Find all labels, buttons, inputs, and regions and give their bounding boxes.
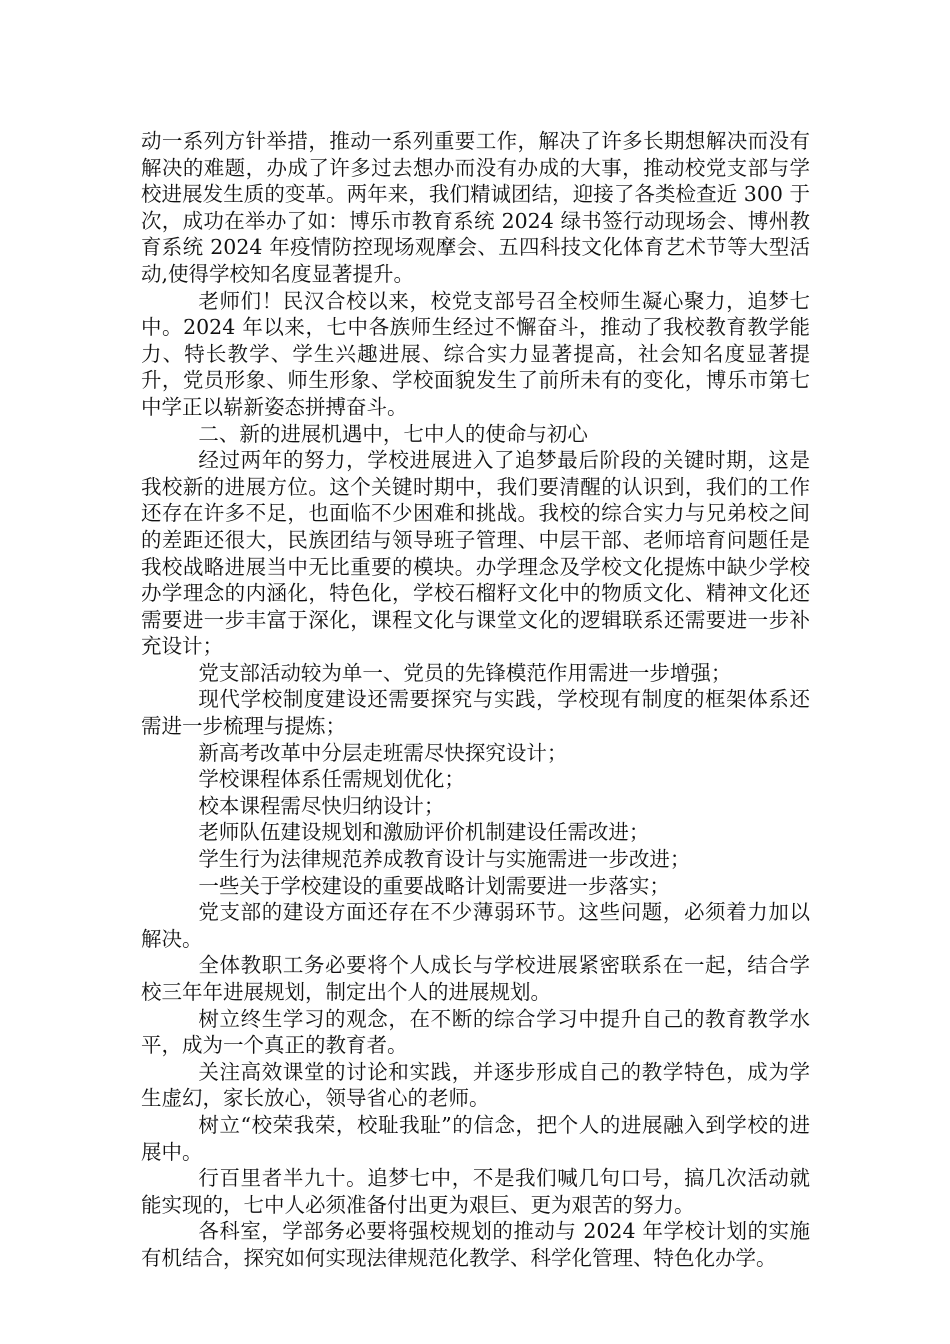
list-item: 老师队伍建设规划和激励评价机制建设任需改进； <box>198 820 650 845</box>
list-item: 党支部的建设方面还存在不少薄弱环节。这些问题，必须着力加以解决。 <box>141 900 810 951</box>
paragraph: 经过两年的努力，学校进展进入了追梦最后阶段的关键时期，这是我校新的进展方位。这个关键时期中，我们要清醒的认识到，我们的工作还存在许多不足，也面临不少困难和挑战。我校的综合实力与兄弟校之间的差距还很大，民族团结与领导班子管理、中层干部、老师培育问题任是我校战略进展当中无比重要的模块。办学理念及学校文化提炼中缺少学校办学理念的内涵化，特色化，学校石榴籽文化中的物质文化、精神文化还需要进一步丰富于深化，课程文化与课堂文化的逻辑联系还需要进一步补充设计； <box>141 448 810 659</box>
section-heading: 二、新的进展机遇中，七中人的使命与初心 <box>198 421 588 446</box>
list-item: 现代学校制度建设还需要探究与实践，学校现有制度的框架体系还需进一步梳理与提炼； <box>141 687 810 739</box>
paragraph: 老师们！民汉合校以来，校党支部号召全校师生凝心聚力，追梦七中。2024 年以来，七中各族师生经过不懈奋斗，推动了我校教育教学能力、特长教学、学生兴趣进展、综合实力显著提高，社会知名度显著提升，党员形象、师生形象、学校面貌发生了前所未有的变化，博乐市第七中学正以崭新姿态拼搏奋斗。 <box>141 288 810 419</box>
list-item: 学校课程体系任需规划优化； <box>198 767 465 792</box>
document-body <box>141 128 810 1272</box>
paragraph-continuation: 动一系列方针举措，推动一系列重要工作，解决了许多长期想解决而没有解决的难题，办成了许多过去想办而没有办成的大事，推动校党支部与学校进展发生质的变革。两年来，我们精诚团结，迎接了各类检查近 300 于次，成功在举办了如：博乐市教育系统 2024 绿书签行动现场会、博州教育系统 2024 年疫情防控现场观摩会、五四科技文化体育艺术节等大型活动,使得学校知名度显著提升。 <box>141 129 810 286</box>
list-item: 学生行为法律规范养成教育设计与实施需进一步改进； <box>198 847 691 872</box>
list-item: 校本课程需尽快归纳设计； <box>198 793 445 818</box>
paragraph: 行百里者半九十。追梦七中，不是我们喊几句口号，搞几次活动就能实现的，七中人必须准备付出更为艰巨、更为艰苦的努力。 <box>141 1166 810 1217</box>
list-item: 新高考改革中分层走班需尽快探究设计； <box>198 740 568 765</box>
paragraph: 各科室，学部务必要将强校规划的推动与 2024 年学校计划的实施有机结合，探究如何实现法律规范化教学、科学化管理、特色化办学。 <box>141 1219 810 1270</box>
paragraph: 树立“校荣我荣，校耻我耻”的信念，把个人的进展融入到学校的进展中。 <box>141 1112 810 1164</box>
list-item: 党支部活动较为单一、党员的先锋模范作用需进一步增强； <box>198 660 732 685</box>
paragraph: 全体教职工务必要将个人成长与学校进展紧密联系在一起，结合学校三年年进展规划，制定出个人的进展规划。 <box>141 953 810 1004</box>
list-item: 一些关于学校建设的重要战略计划需要进一步落实； <box>198 873 670 898</box>
paragraph: 关注高效课堂的讨论和实践，并逐步形成自己的教学特色，成为学生虚幻，家长放心，领导省心的老师。 <box>141 1059 810 1111</box>
paragraph: 树立终生学习的观念，在不断的综合学习中提升自己的教育教学水平，成为一个真正的教育者。 <box>141 1006 810 1058</box>
